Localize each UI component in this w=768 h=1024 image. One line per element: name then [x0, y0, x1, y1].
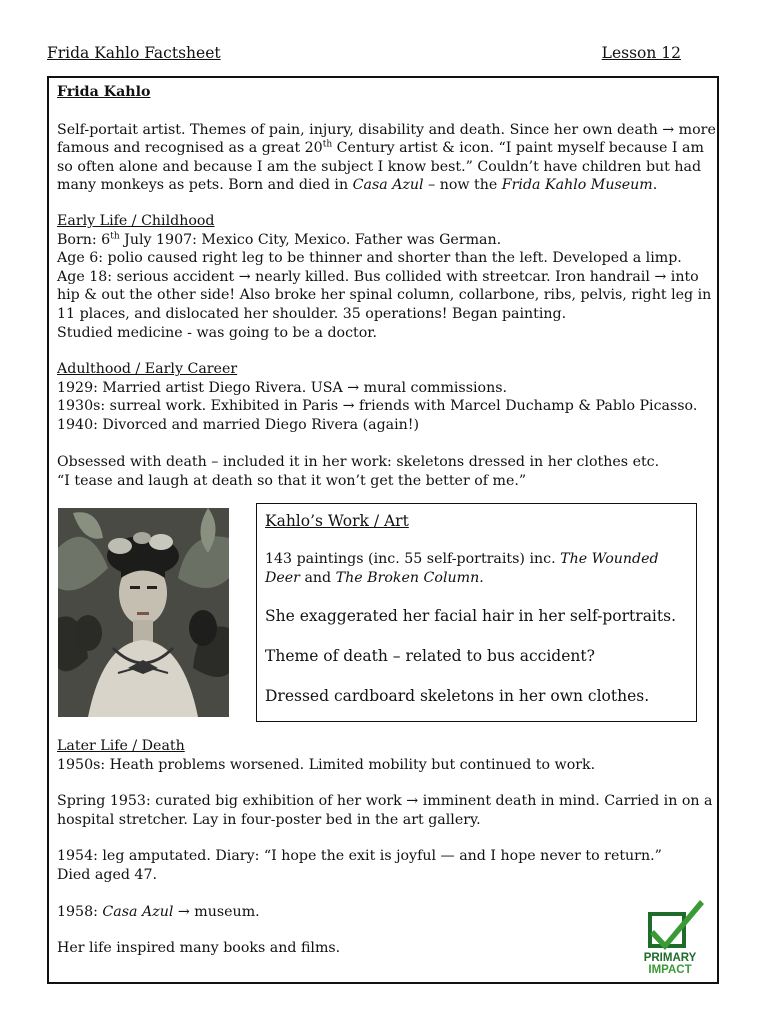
early-life-section: [57, 212, 717, 342]
legacy-line: Her life inspired many books and films.: [57, 940, 341, 957]
later-line-1958: 1958: Casa Azul → museum.: [57, 903, 260, 920]
intro-section: [57, 83, 717, 195]
section-heading: Adulthood / Early Career: [57, 361, 238, 377]
death-line-1: Obsessed with death – included it in her work: skeletons dressed in her clothes etc.: [57, 454, 660, 470]
work-heading: Kahlo’s Work / Art: [265, 512, 409, 530]
arrow-icon: →: [342, 398, 355, 415]
factsheet-title: Frida Kahlo Factsheet: [47, 44, 221, 62]
medicine-line: Studied medicine - was going to be a doctor.: [57, 324, 378, 341]
primary-impact-logo: [634, 898, 706, 976]
death-quote: “I tease and laugh at death so that it won’t get the better of me.”: [57, 472, 527, 489]
later-life-section: [57, 737, 717, 958]
paintings-line: 143 paintings (inc. 55 self-portraits) inc. The Wounded Deer and The Broken Column.: [265, 551, 659, 586]
adult-line-3: 1940: Divorced and married Diego Rivera (again!): [57, 416, 420, 433]
work-art-box: [256, 503, 697, 722]
later-line-1950s: 1950s: Heath problems worsened. Limited mobility but continued to work.: [57, 756, 596, 773]
adult-line-1: 1929: Married artist Diego Rivera. USA → mural commissions.: [57, 379, 507, 396]
later-line-1953: Spring 1953: curated big exhibition of her work → imminent death in mind. Carried in on a hospital stretcher. Lay in four-poster bed in the art gallery.: [57, 793, 713, 828]
arrow-icon: →: [177, 903, 190, 920]
death-theme-line: Theme of death – related to bus accident?: [265, 647, 595, 665]
section-heading: Later Life / Death: [57, 738, 185, 754]
logo-impact-text: IMPACT: [648, 964, 692, 976]
arrow-icon: →: [662, 121, 675, 138]
later-line-1954: 1954: leg amputated. Diary: “I hope the exit is joyful — and I hope never to return.”: [57, 848, 662, 865]
adult-line-2: 1930s: surreal work. Exhibited in Paris → friends with Marcel Duchamp & Pablo Picasso.: [57, 398, 698, 415]
lesson-number: Lesson 12: [601, 44, 681, 62]
kahlo-portrait-image: [58, 508, 229, 717]
page-header: [47, 44, 681, 66]
age6-line: Age 6: polio caused right leg to be thinner and shorter than the left. Developed a limp.: [57, 250, 682, 267]
skeletons-line: Dressed cardboard skeletons in her own clothes.: [265, 687, 650, 705]
arrow-icon: →: [406, 793, 419, 810]
facial-hair-line: She exaggerated her facial hair in her self-portraits.: [265, 607, 676, 625]
arrow-icon: →: [347, 379, 360, 396]
adulthood-section: [57, 360, 717, 434]
arrow-icon: →: [238, 268, 251, 285]
born-line: Born: 6th July 1907: Mexico City, Mexico. Father was German.: [57, 230, 502, 248]
death-theme-section: [57, 453, 717, 490]
arrow-icon: →: [654, 268, 667, 285]
logo-primary-text: PRIMARY: [643, 952, 697, 964]
age18-line: Age 18: serious accident → nearly killed. Bus collided with streetcar. Iron handrail → into hip & out the other side! Also broke her spinal column, collarbone, ribs, pelvis, right leg in 11 places, and dislocated her shoulder. 35 operations! Began painting.: [57, 268, 712, 322]
section-heading: Early Life / Childhood: [57, 213, 215, 229]
died-line: Died aged 47.: [57, 866, 157, 883]
intro-paragraph: Self-portait artist. Themes of pain, injury, disability and death. Since her own death → more famous and recognised as a great 20th Century artist & icon. “I paint myself because I am so often alone and because I am the subject I know best.” Couldn’t have children but had many monkeys as pets. Born and died in Casa Azul – now the Frida Kahlo Museum.: [57, 121, 716, 194]
subject-name: Frida Kahlo: [57, 84, 151, 100]
